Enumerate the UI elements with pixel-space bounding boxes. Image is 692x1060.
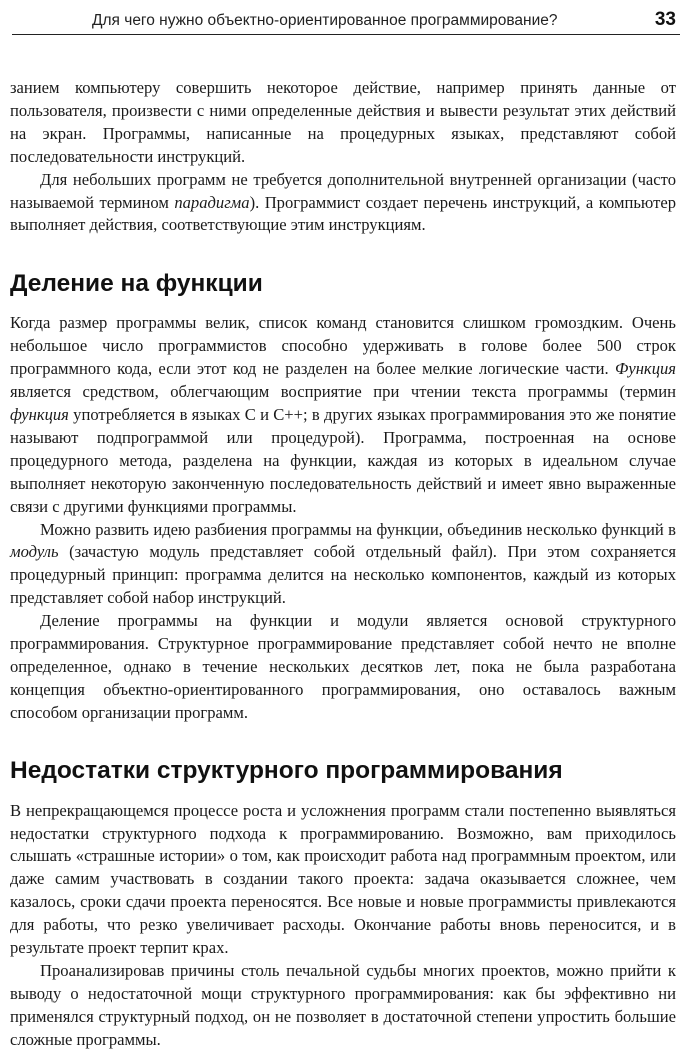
functions-paragraph-1-text-a: Когда размер программы велик, список команд становится слишком громоздким. Очень небольшое число программистов способно удерживать в голове более 500 строк программного кода, если этот код не разделен на более мелкие логические части. (10, 313, 676, 379)
functions-paragraph-2 (10, 519, 676, 611)
functions-paragraph-1-text-b: является средством, облегчающим восприятие при чтении текста программы (термин (10, 382, 676, 402)
intro-paragraph-2-text-a: Для небольших программ не требуется дополнительной внутренней организации (часто называемой термином (10, 169, 676, 212)
intro-paragraph-1: занием компьютеру совершить некоторое действие, например принять данные от пользователя, произвести с ними определенные действия и вывести результат этих действий на экран. Программы, написанные на процедурных языках, представляют собой последовательности инструкций. (10, 78, 676, 166)
intro-paragraph-2-text-b: ). Программист создает перечень инструкций, а компьютер выполняет действия, соответствующие этим инструкциям. (10, 192, 676, 235)
section-heading-shortcomings: Недостатки структурного программирования (10, 756, 563, 784)
section-heading-functions: Деление на функции (10, 270, 263, 298)
intro-paragraph-2 (10, 169, 676, 238)
shortcomings-paragraph-1: В непрекращающемся процессе роста и усложнения программ стали постепенно выявляться недостатки структурного подхода к программированию. Возможно, вам приходилось слышать «страшные истории» о том, как происходит работа над программным проектом, или даже самим участвовать в создании такого проекта: задача оказывается сложнее, чем казалось, сроки сдачи проекта переносятся. Все новые и новые программисты привлекаются для работы, что резко увеличивает расходы. Окончание работы вновь переносится, и в результате проект терпит крах. (10, 800, 676, 958)
term-function: Функция (614, 359, 676, 379)
page-number: 33 (654, 9, 676, 30)
term-paradigm: парадигма (174, 192, 250, 212)
page-body (10, 77, 676, 1052)
term-module: модуль (10, 542, 59, 562)
functions-paragraph-3: Деление программы на функции и модули является основой структурного программирования. Структурное программирование представляет собой нечто не вполне определенное, однако в течение нескольких десятков лет, пока не была разработана концепция объектно-ориентированного программирования, оно оставалось важным способом организации программ. (10, 611, 676, 722)
functions-paragraph-2-text-a: Можно развить идею разбиения программы на функции, объединив несколько функций в (40, 519, 676, 539)
shortcomings-paragraph-2: Проанализировав причины столь печальной судьбы многих проектов, можно прийти к выводу о недостаточной мощи структурного программирования: как бы эффективно ни применялся структурный подход, он не позволяет в достаточной степени упростить большие сложные программы. (10, 961, 676, 1049)
functions-paragraph-1-text-c: употребляется в языках C и C++; в других языках программирования это же понятие называют подпрограммой или процедурой). Программа, построенная на основе процедурного метода, разделена на функции, каждая из которых в идеальном случае выполняет некоторую законченную последовательность действий и имеет явно выраженные связи с другими функциями программы. (10, 404, 676, 516)
functions-paragraph-2-text-b: (зачастую модуль представляет собой отдельный файл). При этом сохраняется процедурный принцип: программа делится на несколько компонентов, каждый из которых представляет собой набор инструкций. (10, 542, 676, 608)
functions-paragraph-1 (10, 312, 676, 518)
term-function-2: функция (10, 404, 69, 424)
running-header (12, 0, 680, 35)
running-title: Для чего нужно объектно-ориентированное программирование? (92, 12, 558, 29)
